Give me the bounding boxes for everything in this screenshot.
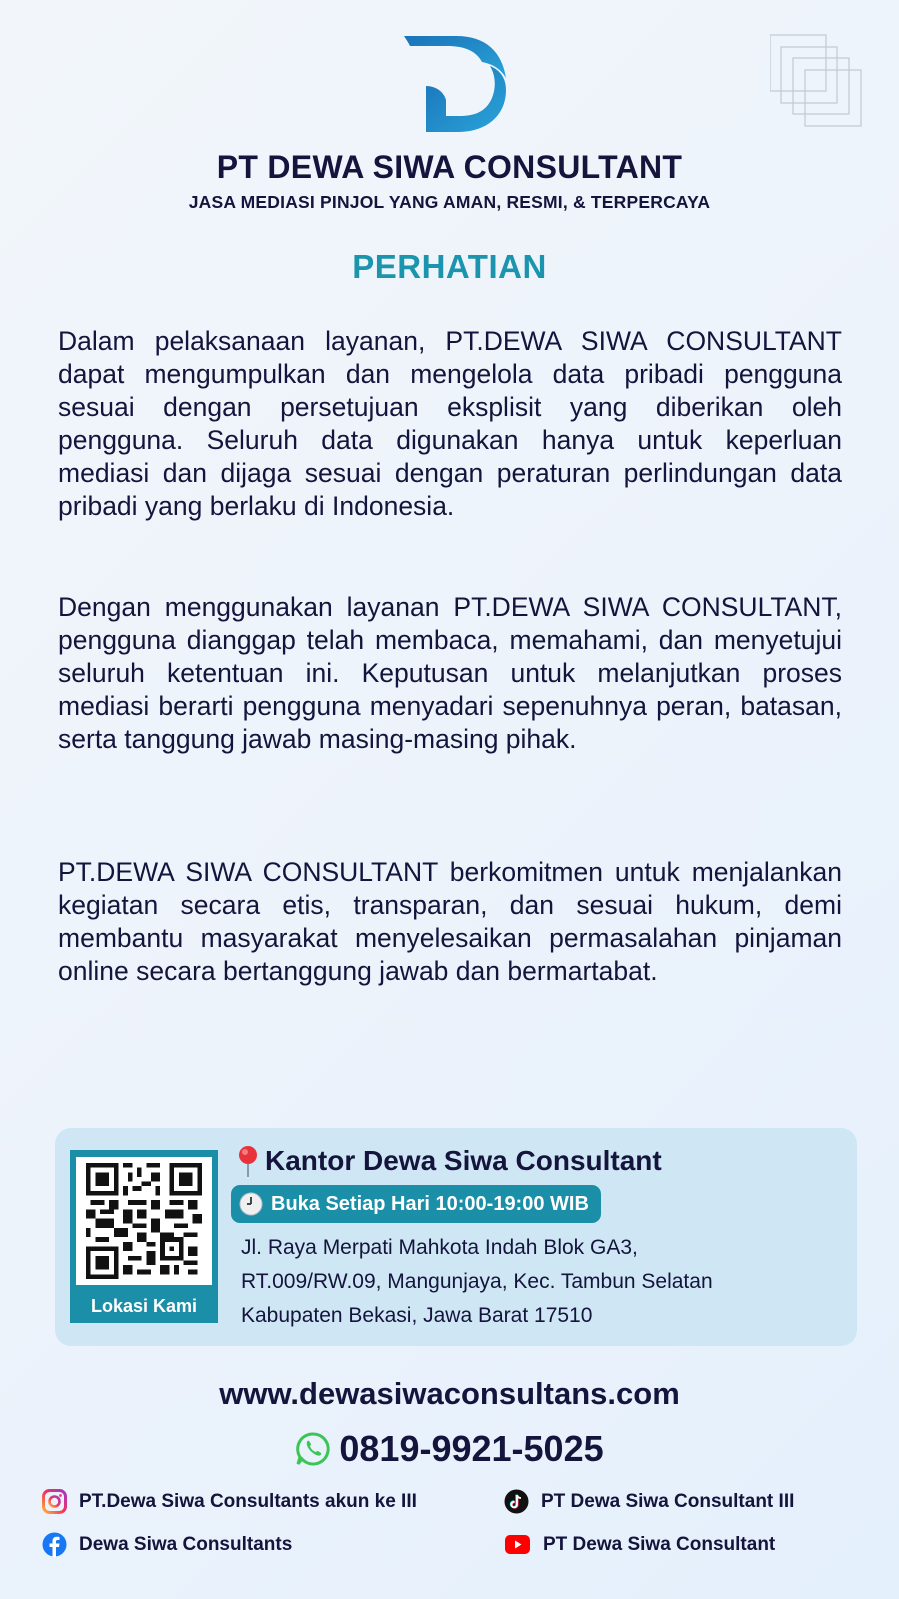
facebook-icon [42,1532,67,1557]
clock-icon [239,1192,263,1216]
whatsapp-phone[interactable] [0,1428,899,1470]
website-link[interactable]: www.dewasiwaconsultans.com [219,1376,680,1411]
notice-paragraph-3: PT.DEWA SIWA CONSULTANT berkomitmen untuk menjalankan kegiatan secara etis, transparan, dan sesuai hukum, demi membantu masyarakat menyelesaikan permasalahan pinjaman online secara bertanggung jawab dan bermartabat. [58,857,842,986]
address-line-2: RT.009/RW.09, Mangunjaya, Kec. Tambun Selatan [241,1270,713,1293]
social-facebook[interactable] [42,1532,292,1557]
facebook-label: Dewa Siwa Consultants [79,1533,293,1555]
address-line-1: Jl. Raya Merpati Mahkota Indah Blok GA3, [241,1236,638,1259]
phone-number: 0819-9921-5025 [339,1428,604,1469]
office-title [235,1145,662,1177]
company-logo-icon [404,34,508,134]
pin-icon [235,1145,261,1177]
office-address [241,1231,713,1333]
youtube-icon [504,1532,531,1557]
tiktok-label: PT Dewa Siwa Consultant III [541,1490,795,1512]
office-title-text: Kantor Dewa Siwa Consultant [265,1145,662,1176]
social-tiktok[interactable] [504,1489,794,1514]
tagline: JASA MEDIASI PINJOL YANG AMAN, RESMI, & TERPERCAYA [188,192,711,212]
company-title: PT DEWA SIWA CONSULTANT [216,149,683,185]
whatsapp-icon [295,1431,331,1467]
instagram-icon [42,1489,67,1514]
notice-title: PERHATIAN [352,248,547,285]
social-youtube[interactable] [504,1532,775,1557]
youtube-label: PT Dewa Siwa Consultant [543,1533,776,1555]
office-contact-card [55,1128,857,1346]
notice-paragraph-2: Dengan menggunakan layanan PT.DEWA SIWA CONSULTANT, pengguna dianggap telah membaca, memahami, dan menyetujui seluruh ketentuan ini. Keputusan untuk melanjutkan proses mediasi berarti pengguna menyadari sepenuhnya peran, batasan, serta tanggung jawab masing-masing pihak. [58,592,842,754]
opening-hours-badge [231,1185,601,1223]
notice-paragraph-1: Dalam pelaksanaan layanan, PT.DEWA SIWA CONSULTANT dapat mengumpulkan dan mengelola data pribadi pengguna sesuai dengan persetujuan eksplisit yang diberikan oleh pengguna. Seluruh data digunakan hanya untuk keperluan mediasi dan dijaga sesuai dengan peraturan perlindungan data pribadi yang berlaku di Indonesia. [58,326,842,521]
address-line-3: Kabupaten Bekasi, Jawa Barat 17510 [241,1304,593,1327]
location-qr-code[interactable] [70,1150,218,1323]
opening-hours-text: Buka Setiap Hari 10:00-19:00 WIB [271,1192,589,1215]
decorative-squares-icon [770,33,866,129]
instagram-label: PT.Dewa Siwa Consultants akun ke III [79,1490,417,1512]
social-instagram[interactable] [42,1489,417,1514]
tiktok-icon [504,1489,529,1514]
qr-code-icon [82,1163,206,1279]
qr-label: Lokasi Kami [90,1296,198,1316]
